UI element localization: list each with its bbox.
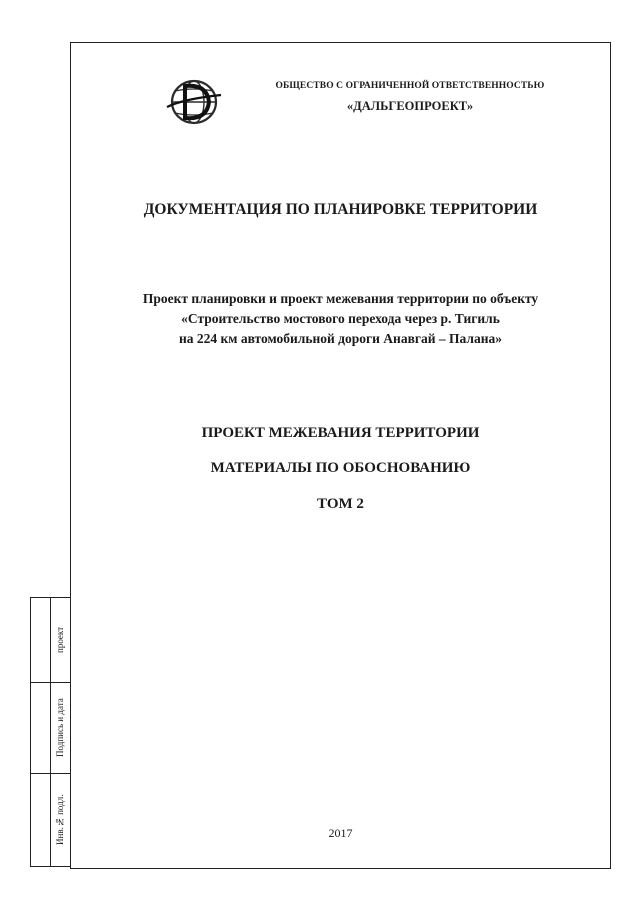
volume-label: ТОМ 2 bbox=[317, 496, 364, 512]
side-stamp-label-signature: Подпись и дата bbox=[55, 698, 65, 757]
description-line: «Строительство мостового перехода через р. Тигиль bbox=[181, 311, 500, 326]
globe-d-logo-icon bbox=[163, 77, 225, 127]
description-line: на 224 км автомобильной дороги Анавгай – Палана» bbox=[178, 331, 503, 346]
document-year: 2017 bbox=[328, 826, 353, 840]
project-description bbox=[70, 289, 611, 349]
organization-type: ОБЩЕСТВО С ОГРАНИЧЕННОЙ ОТВЕТСТВЕННОСТЬЮ bbox=[275, 81, 545, 91]
document-title: ДОКУМЕНТАЦИЯ ПО ПЛАНИРОВКЕ ТЕРРИТОРИИ bbox=[143, 201, 538, 218]
page-frame bbox=[70, 42, 611, 869]
side-stamp bbox=[30, 597, 70, 867]
subsection-title: МАТЕРИАЛЫ ПО ОБОСНОВАНИЮ bbox=[210, 460, 471, 476]
description-line: Проект планировки и проект межевания территории по объекту bbox=[142, 291, 539, 306]
side-stamp-label-project: проект bbox=[55, 626, 65, 654]
side-stamp-label-inventory: Инв.№ подл. bbox=[55, 794, 65, 845]
section-title: ПРОЕКТ МЕЖЕВАНИЯ ТЕРРИТОРИИ bbox=[201, 425, 480, 441]
organization-name: «ДАЛЬГЕОПРОЕКТ» bbox=[346, 99, 474, 113]
